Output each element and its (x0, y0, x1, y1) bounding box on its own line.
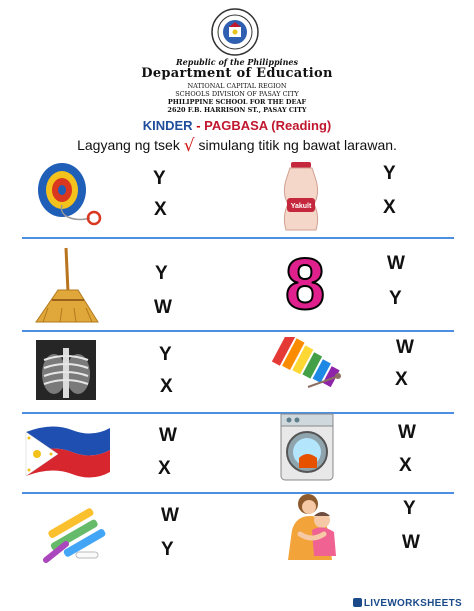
instruction (0, 136, 474, 156)
title-grade: KINDER (142, 118, 193, 133)
choice-letter[interactable]: W (161, 505, 179, 526)
yakult-bottle-icon (276, 160, 326, 234)
choice-letter[interactable]: Y (155, 263, 168, 284)
yoyo-icon (18, 160, 114, 230)
eight-text: 8 (284, 245, 326, 317)
row-divider (22, 330, 454, 332)
choice-letter[interactable]: X (154, 199, 167, 220)
header-division: SCHOOLS DIVISION OF PASAY CITY (175, 90, 299, 98)
choice-letter[interactable]: Y (161, 539, 174, 560)
worksheet-title (0, 118, 474, 133)
choice-letter[interactable]: X (160, 376, 173, 397)
row-divider (22, 237, 454, 239)
choice-letter[interactable]: W (398, 422, 416, 443)
header-department: Department of Education (141, 66, 333, 81)
title-separator: - (192, 118, 205, 133)
xylophone-icon (268, 337, 348, 395)
deped-seal-icon (210, 7, 260, 57)
header-address: 2620 F.B. HARRISON ST., PASAY CITY (167, 106, 307, 114)
number-eight-icon (278, 245, 332, 317)
choice-letter[interactable]: Y (153, 168, 166, 189)
choice-letter[interactable]: W (396, 337, 414, 358)
choice-letter[interactable]: W (402, 532, 420, 553)
choice-letter[interactable]: Y (403, 498, 416, 519)
choice-letter[interactable]: X (383, 197, 396, 218)
footer-brand: LIVEWORKSHEETS (363, 598, 462, 609)
choice-letter[interactable]: Y (383, 163, 396, 184)
walis-broom-icon (28, 246, 108, 326)
chalk-icon (38, 504, 114, 564)
header-republic: Republic of the Philippines (175, 57, 298, 67)
hug-mother-child-icon (278, 490, 350, 562)
row-divider (22, 492, 454, 494)
choice-letter[interactable]: Y (159, 344, 172, 365)
title-subject: PAGBASA (Reading) (204, 118, 332, 133)
row-divider (22, 412, 454, 414)
choice-letter[interactable]: X (399, 455, 412, 476)
choice-letter[interactable]: W (159, 425, 177, 446)
philippine-flag-icon (22, 420, 114, 480)
choice-letter[interactable]: X (158, 458, 171, 479)
choice-letter[interactable]: Y (389, 288, 402, 309)
check-mark: √ (183, 136, 195, 156)
choice-letter[interactable]: W (387, 253, 405, 274)
liveworksheets-mark-icon (353, 598, 362, 607)
choice-letter[interactable]: X (395, 369, 408, 390)
header-region: NATIONAL CAPITAL REGION (187, 82, 287, 90)
washing-machine-icon (277, 412, 337, 482)
instruction-after: simulang titik ng bawat larawan. (198, 137, 397, 153)
x-ray-icon (36, 340, 96, 400)
header-school: PHILIPPINE SCHOOL FOR THE DEAF (167, 98, 307, 106)
liveworksheets-logo (353, 598, 462, 609)
choice-letter[interactable]: W (154, 297, 172, 318)
instruction-before: Lagyang ng tsek (77, 137, 180, 153)
yakult-label: Yakult (290, 203, 312, 210)
